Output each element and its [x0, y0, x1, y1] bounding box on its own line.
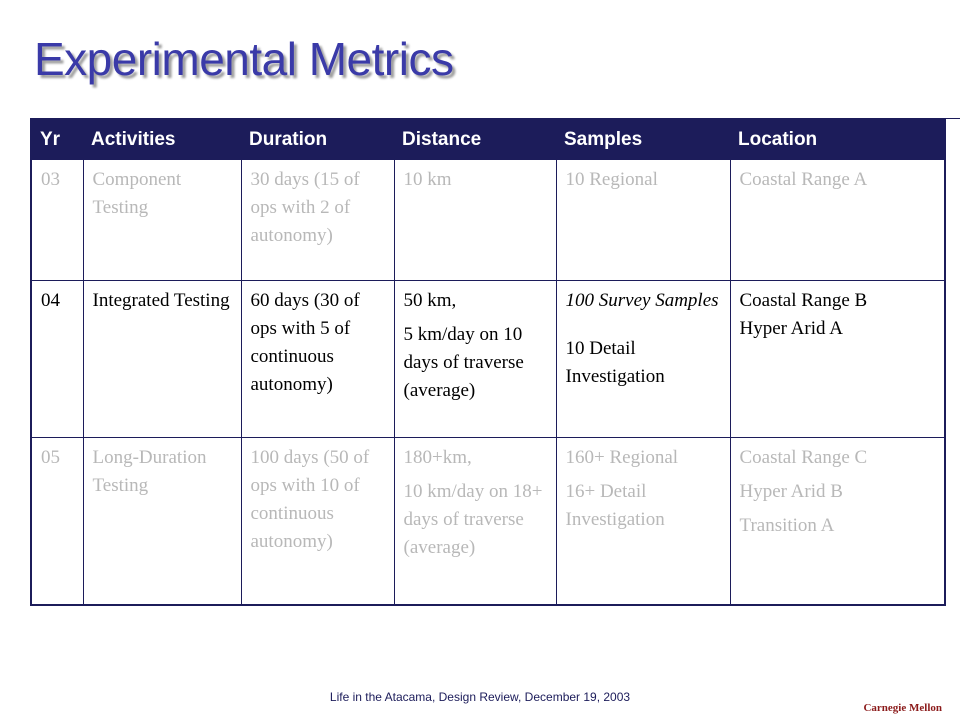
header-yr: Yr	[31, 119, 83, 160]
cell-text: Coastal Range A	[739, 169, 868, 190]
cell-distance	[394, 160, 556, 280]
cell-text: 10 km/day on 18+ days of traverse (average)	[403, 480, 543, 558]
slide-footer: Life in the Atacama, Design Review, December 19, 2003	[329, 690, 631, 704]
cell-yr: 04	[31, 280, 83, 437]
metrics-table	[30, 118, 946, 606]
table-row	[31, 160, 945, 280]
cell-text: Hyper Arid A	[739, 317, 843, 339]
cell-text: 160+ Regional	[565, 446, 679, 468]
cell-activities: Integrated Testing	[83, 280, 241, 437]
cell-text: 50 km,	[403, 289, 457, 311]
cell-samples	[556, 280, 730, 437]
cell-text: 100 Survey Samples	[565, 289, 719, 311]
cell-text: 16+ Detail Investigation	[565, 480, 665, 530]
cell-text: 10 Regional	[565, 169, 658, 190]
cell-text: Coastal Range B	[739, 289, 868, 311]
header-location: Location	[730, 119, 945, 160]
cell-location	[730, 280, 945, 437]
cell-text: Hyper Arid B	[739, 480, 843, 502]
table-row	[31, 280, 945, 437]
header-activities: Activities	[83, 119, 241, 160]
cell-samples	[556, 437, 730, 605]
table-row	[31, 437, 945, 605]
cell-distance	[394, 280, 556, 437]
cell-samples	[556, 160, 730, 280]
header-duration: Duration	[241, 119, 394, 160]
cell-activities: Long-Duration Testing	[83, 437, 241, 605]
cell-yr: 03	[31, 160, 83, 280]
header-distance: Distance	[394, 119, 556, 160]
cell-yr: 05	[31, 437, 83, 605]
cell-location	[730, 160, 945, 280]
cell-location	[730, 437, 945, 605]
cell-activities: Component Testing	[83, 160, 241, 280]
cell-text: 180+km,	[403, 446, 472, 468]
brand-logo: Carnegie Mellon	[863, 702, 942, 714]
cell-text: Coastal Range C	[739, 446, 868, 468]
cell-text: 5 km/day on 10 days of traverse (average)	[403, 323, 524, 401]
cell-distance	[394, 437, 556, 605]
cell-text: Transition A	[739, 514, 835, 536]
slide-title: Experimental Metrics	[34, 33, 454, 85]
header-row	[31, 119, 945, 160]
cell-duration: 100 days (50 of ops with 10 of continuous autonomy)	[241, 437, 394, 605]
header-samples: Samples	[556, 119, 730, 160]
cell-duration: 30 days (15 of ops with 2 of autonomy)	[241, 160, 394, 280]
cell-text: 10 km	[403, 169, 452, 190]
cell-text: 10 Detail Investigation	[565, 337, 665, 387]
cell-duration: 60 days (30 of ops with 5 of continuous autonomy)	[241, 280, 394, 437]
